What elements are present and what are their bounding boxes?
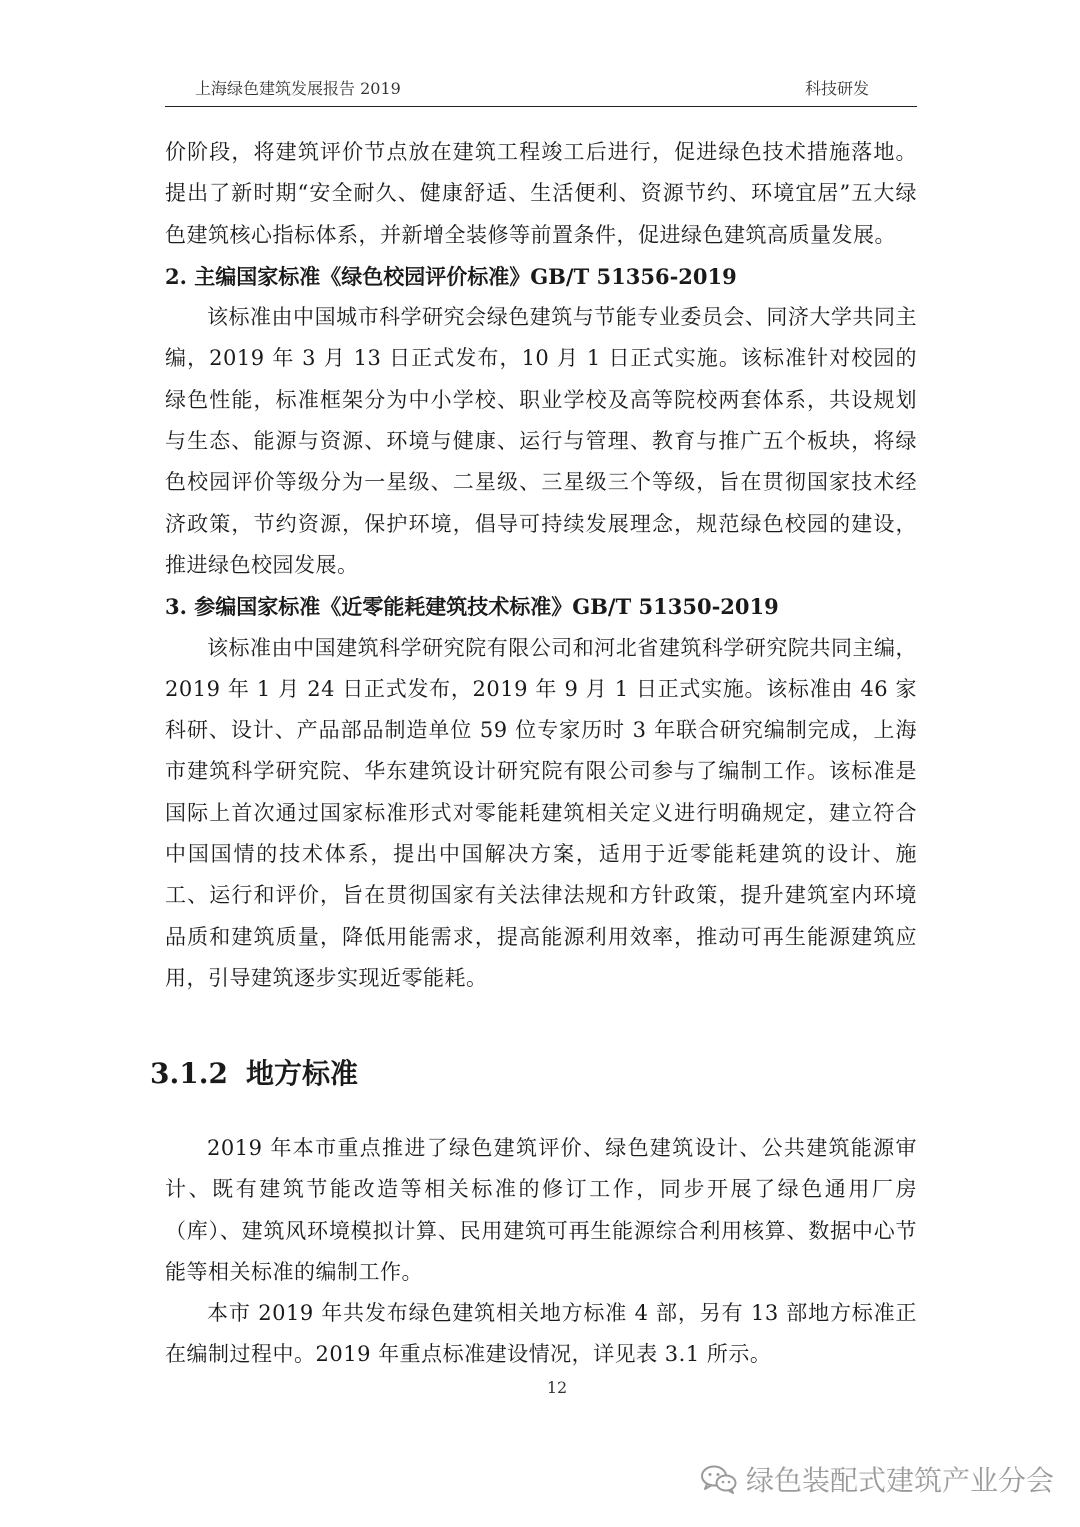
page-number: 12 [546, 1378, 568, 1397]
watermark [700, 1459, 1054, 1499]
intro-paragraph: 价阶段，将建筑评价节点放在建筑工程竣工后进行，促进绿色技术措施落地。提出了新时期“安全耐久、健康舒适、生活便利、资源节约、环境宜居”五大绿色建筑核心指标体系，并新增全装修等前置条件，促进绿色建筑高质量发展。 [165, 140, 917, 247]
header-report-title: 上海绿色建筑发展报告 2019 [195, 79, 401, 98]
section-number: 3.1.2 [150, 1057, 228, 1090]
main-content [165, 132, 917, 999]
item-2-paragraph: 该标准由中国城市科学研究会绿色建筑与节能专业委员会、同济大学共同主编，2019 年 3 月 13 日正式发布，10 月 1 日正式实施。该标准针对校园的绿色性能，标准框架分为中小学校、职业学校及高等院校两套体系，共设规划与生态、能源与资源、环境与健康、运行与管理、教育与推广五个板块，将绿色校园评价等级分为一星级、二星级、三星级三个等级，旨在贯彻国家技术经济政策，节约资源，保护环境，倡导可持续发展理念，规范绿色校园的建设，推进绿色校园发展。 [165, 305, 917, 577]
local-standards-paragraph-2: 本市 2019 年共发布绿色建筑相关地方标准 4 部，另有 13 部地方标准正在编制过程中。2019 年重点标准建设情况，详见表 3.1 所示。 [165, 1301, 917, 1367]
wechat-icon [700, 1464, 738, 1494]
watermark-text: 绿色装配式建筑产业分会 [746, 1464, 1055, 1497]
item-3-paragraph: 该标准由中国建筑科学研究院有限公司和河北省建筑科学研究院共同主编，2019 年 1 月 24 日正式发布，2019 年 9 月 1 日正式实施。该标准由 46 家科研、设计、产品部品制造单位 59 位专家历时 3 年联合研究编制完成，上海市建筑科学研究院、华东建筑设计研究院有限公司参与了编制工作。该标准是国际上首次通过国家标准形式对零能耗建筑相关定义进行明确规定，建立符合中国国情的技术体系，提出中国解决方案，适用于近零能耗建筑的设计、施工、运行和评价，旨在贯彻国家有关法律法规和方针政策，提升建筑室内环境品质和建筑质量，降低用能需求，提高能源利用效率，推动可再生能源建筑应用，引导建筑逐步实现近零能耗。 [165, 635, 917, 990]
page-header [165, 76, 917, 107]
item-2-title: 2. 主编国家标准《绿色校园评价标准》GB/T 51356-2019 [165, 263, 737, 289]
item-3-title: 3. 参编国家标准《近零能耗建筑技术标准》GB/T 51350-2019 [165, 594, 779, 620]
section-heading [150, 1052, 358, 1096]
section-title-text: 地方标准 [245, 1057, 358, 1090]
local-standards-paragraph-1: 2019 年本市重点推进了绿色建筑评价、绿色建筑设计、公共建筑能源审计、既有建筑节能改造等相关标准的修订工作，同步开展了绿色通用厂房（库）、建筑风环境模拟计算、民用建筑可再生能源综合利用核算、数据中心节能等相关标准的编制工作。 [165, 1136, 917, 1284]
header-section-name: 科技研发 [804, 79, 869, 98]
local-standards-content [165, 1128, 917, 1376]
